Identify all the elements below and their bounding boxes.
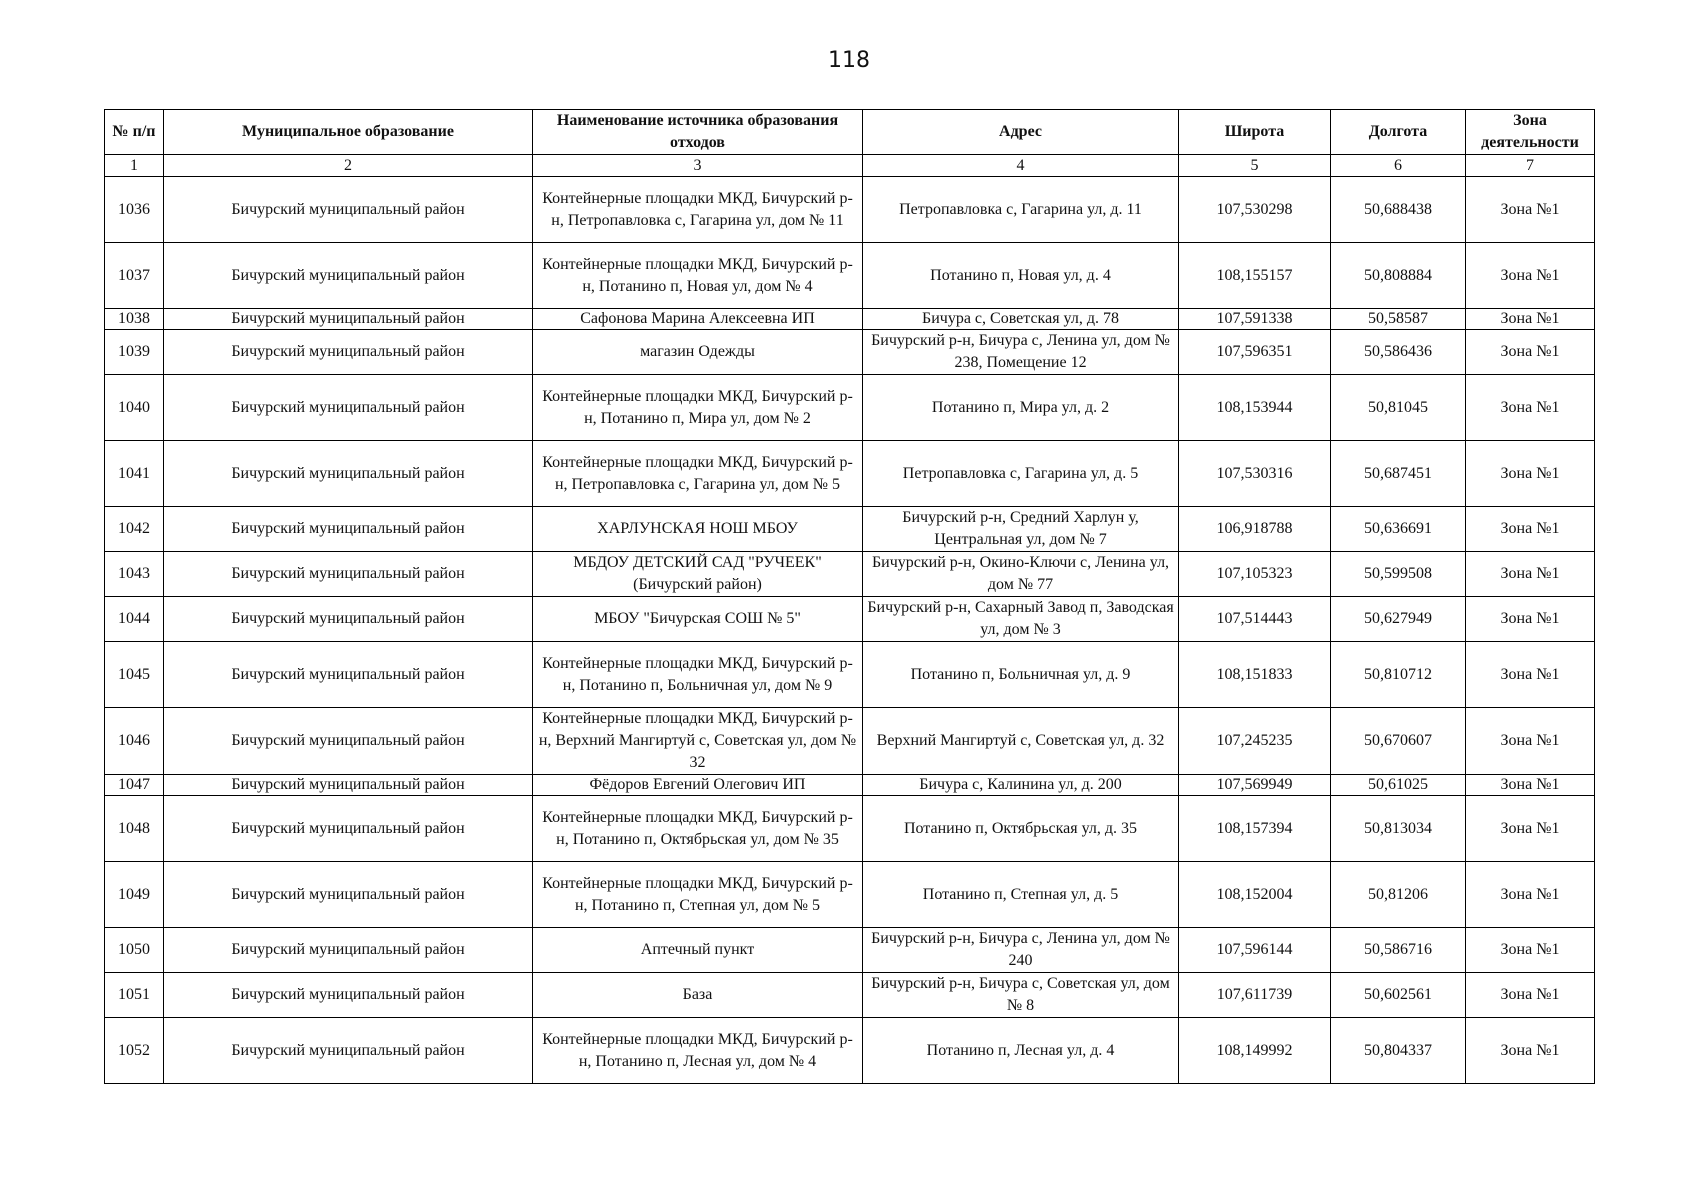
cell-zone: Зона №1 xyxy=(1466,708,1595,775)
cell-address: Бичура с, Калинина ул, д. 200 xyxy=(863,775,1179,796)
cell-longitude: 50,670607 xyxy=(1331,708,1466,775)
table-row xyxy=(105,597,1595,642)
cell-zone: Зона №1 xyxy=(1466,796,1595,862)
cell-address: Бичура с, Советская ул, д. 78 xyxy=(863,309,1179,330)
cell-latitude: 107,591338 xyxy=(1179,309,1331,330)
cell-latitude: 107,105323 xyxy=(1179,552,1331,597)
cell-address: Бичурский р-н, Окино-Ключи с, Ленина ул, дом № 77 xyxy=(863,552,1179,597)
cell-longitude: 50,636691 xyxy=(1331,507,1466,552)
cell-zone: Зона №1 xyxy=(1466,973,1595,1018)
table-row xyxy=(105,862,1595,928)
table-row xyxy=(105,775,1595,796)
cell-longitude: 50,586716 xyxy=(1331,928,1466,973)
cell-latitude: 108,152004 xyxy=(1179,862,1331,928)
cell-zone: Зона №1 xyxy=(1466,507,1595,552)
cell-number: 1049 xyxy=(105,862,164,928)
cell-municipality: Бичурский муниципальный район xyxy=(164,507,533,552)
cell-number: 1039 xyxy=(105,330,164,375)
column-number: 6 xyxy=(1331,155,1466,177)
cell-address: Бичурский р-н, Средний Харлун у, Центральная ул, дом № 7 xyxy=(863,507,1179,552)
cell-source: Контейнерные площадки МКД, Бичурский р-н, Потанино п, Лесная ул, дом № 4 xyxy=(533,1018,863,1084)
cell-source: База xyxy=(533,973,863,1018)
cell-source: Контейнерные площадки МКД, Бичурский р-н, Потанино п, Новая ул, дом № 4 xyxy=(533,243,863,309)
cell-municipality: Бичурский муниципальный район xyxy=(164,642,533,708)
column-number: 5 xyxy=(1179,155,1331,177)
cell-number: 1040 xyxy=(105,375,164,441)
cell-address: Бичурский р-н, Бичура с, Ленина ул, дом № 238, Помещение 12 xyxy=(863,330,1179,375)
waste-sources-table xyxy=(104,109,1595,1084)
column-number: 2 xyxy=(164,155,533,177)
cell-longitude: 50,687451 xyxy=(1331,441,1466,507)
cell-zone: Зона №1 xyxy=(1466,1018,1595,1084)
cell-longitude: 50,58587 xyxy=(1331,309,1466,330)
cell-municipality: Бичурский муниципальный район xyxy=(164,597,533,642)
cell-source: МБОУ "Бичурская СОШ № 5" xyxy=(533,597,863,642)
cell-zone: Зона №1 xyxy=(1466,177,1595,243)
table-row xyxy=(105,796,1595,862)
cell-address: Потанино п, Октябрьская ул, д. 35 xyxy=(863,796,1179,862)
cell-zone: Зона №1 xyxy=(1466,642,1595,708)
cell-source: Контейнерные площадки МКД, Бичурский р-н, Потанино п, Мира ул, дом № 2 xyxy=(533,375,863,441)
cell-longitude: 50,602561 xyxy=(1331,973,1466,1018)
header-source: Наименование источника образования отходов xyxy=(533,110,863,155)
table-row xyxy=(105,973,1595,1018)
cell-longitude: 50,586436 xyxy=(1331,330,1466,375)
cell-source: Контейнерные площадки МКД, Бичурский р-н, Петропавловка с, Гагарина ул, дом № 5 xyxy=(533,441,863,507)
cell-address: Бичурский р-н, Бичура с, Ленина ул, дом № 240 xyxy=(863,928,1179,973)
cell-source: Фёдоров Евгений Олегович ИП xyxy=(533,775,863,796)
cell-latitude: 107,530298 xyxy=(1179,177,1331,243)
cell-zone: Зона №1 xyxy=(1466,775,1595,796)
cell-municipality: Бичурский муниципальный район xyxy=(164,775,533,796)
cell-number: 1047 xyxy=(105,775,164,796)
cell-municipality: Бичурский муниципальный район xyxy=(164,375,533,441)
cell-number: 1038 xyxy=(105,309,164,330)
cell-address: Петропавловка с, Гагарина ул, д. 5 xyxy=(863,441,1179,507)
cell-source: Контейнерные площадки МКД, Бичурский р-н, Потанино п, Степная ул, дом № 5 xyxy=(533,862,863,928)
cell-latitude: 107,596144 xyxy=(1179,928,1331,973)
cell-municipality: Бичурский муниципальный район xyxy=(164,441,533,507)
column-number: 7 xyxy=(1466,155,1595,177)
cell-zone: Зона №1 xyxy=(1466,928,1595,973)
cell-latitude: 107,596351 xyxy=(1179,330,1331,375)
table-row xyxy=(105,552,1595,597)
column-number: 4 xyxy=(863,155,1179,177)
cell-longitude: 50,627949 xyxy=(1331,597,1466,642)
cell-zone: Зона №1 xyxy=(1466,375,1595,441)
cell-number: 1037 xyxy=(105,243,164,309)
cell-latitude: 107,530316 xyxy=(1179,441,1331,507)
cell-source: ХАРЛУНСКАЯ НОШ МБОУ xyxy=(533,507,863,552)
cell-latitude: 108,155157 xyxy=(1179,243,1331,309)
cell-municipality: Бичурский муниципальный район xyxy=(164,708,533,775)
cell-number: 1052 xyxy=(105,1018,164,1084)
cell-number: 1036 xyxy=(105,177,164,243)
cell-latitude: 108,153944 xyxy=(1179,375,1331,441)
cell-zone: Зона №1 xyxy=(1466,597,1595,642)
cell-municipality: Бичурский муниципальный район xyxy=(164,928,533,973)
cell-address: Потанино п, Степная ул, д. 5 xyxy=(863,862,1179,928)
table-row xyxy=(105,441,1595,507)
cell-zone: Зона №1 xyxy=(1466,330,1595,375)
cell-longitude: 50,688438 xyxy=(1331,177,1466,243)
table-row xyxy=(105,375,1595,441)
cell-number: 1042 xyxy=(105,507,164,552)
header-row xyxy=(105,110,1595,155)
page-number: 118 xyxy=(828,48,870,73)
cell-municipality: Бичурский муниципальный район xyxy=(164,552,533,597)
header-zone: Зона деятельности xyxy=(1466,110,1595,155)
cell-address: Верхний Мангиртуй с, Советская ул, д. 32 xyxy=(863,708,1179,775)
cell-latitude: 107,569949 xyxy=(1179,775,1331,796)
cell-longitude: 50,81045 xyxy=(1331,375,1466,441)
cell-address: Петропавловка с, Гагарина ул, д. 11 xyxy=(863,177,1179,243)
cell-source: Контейнерные площадки МКД, Бичурский р-н, Потанино п, Больничная ул, дом № 9 xyxy=(533,642,863,708)
column-number: 3 xyxy=(533,155,863,177)
header-latitude: Широта xyxy=(1179,110,1331,155)
cell-municipality: Бичурский муниципальный район xyxy=(164,973,533,1018)
cell-address: Бичурский р-н, Сахарный Завод п, Заводская ул, дом № 3 xyxy=(863,597,1179,642)
header-municipality: Муниципальное образование xyxy=(164,110,533,155)
column-number: 1 xyxy=(105,155,164,177)
cell-number: 1051 xyxy=(105,973,164,1018)
cell-source: МБДОУ ДЕТСКИЙ САД "РУЧЕЕК" (Бичурский район) xyxy=(533,552,863,597)
cell-number: 1045 xyxy=(105,642,164,708)
cell-longitude: 50,61025 xyxy=(1331,775,1466,796)
cell-municipality: Бичурский муниципальный район xyxy=(164,177,533,243)
cell-source: Сафонова Марина Алексеевна ИП xyxy=(533,309,863,330)
cell-number: 1046 xyxy=(105,708,164,775)
cell-address: Потанино п, Лесная ул, д. 4 xyxy=(863,1018,1179,1084)
cell-longitude: 50,804337 xyxy=(1331,1018,1466,1084)
cell-zone: Зона №1 xyxy=(1466,309,1595,330)
table-row xyxy=(105,928,1595,973)
cell-latitude: 107,611739 xyxy=(1179,973,1331,1018)
cell-zone: Зона №1 xyxy=(1466,243,1595,309)
cell-number: 1048 xyxy=(105,796,164,862)
cell-municipality: Бичурский муниципальный район xyxy=(164,330,533,375)
cell-source: Контейнерные площадки МКД, Бичурский р-н, Петропавловка с, Гагарина ул, дом № 11 xyxy=(533,177,863,243)
table-row xyxy=(105,177,1595,243)
header-number: № п/п xyxy=(105,110,164,155)
cell-latitude: 108,149992 xyxy=(1179,1018,1331,1084)
cell-municipality: Бичурский муниципальный район xyxy=(164,862,533,928)
table-row xyxy=(105,309,1595,330)
cell-number: 1041 xyxy=(105,441,164,507)
cell-latitude: 106,918788 xyxy=(1179,507,1331,552)
cell-source: Контейнерные площадки МКД, Бичурский р-н, Верхний Мангиртуй с, Советская ул, дом № 32 xyxy=(533,708,863,775)
cell-latitude: 108,157394 xyxy=(1179,796,1331,862)
cell-longitude: 50,813034 xyxy=(1331,796,1466,862)
cell-number: 1043 xyxy=(105,552,164,597)
cell-number: 1044 xyxy=(105,597,164,642)
cell-latitude: 108,151833 xyxy=(1179,642,1331,708)
header-address: Адрес xyxy=(863,110,1179,155)
table-row xyxy=(105,708,1595,775)
cell-municipality: Бичурский муниципальный район xyxy=(164,243,533,309)
column-numbers-row xyxy=(105,155,1595,177)
cell-longitude: 50,808884 xyxy=(1331,243,1466,309)
cell-number: 1050 xyxy=(105,928,164,973)
table-row xyxy=(105,642,1595,708)
cell-longitude: 50,81206 xyxy=(1331,862,1466,928)
table-row xyxy=(105,330,1595,375)
cell-zone: Зона №1 xyxy=(1466,552,1595,597)
table-row xyxy=(105,1018,1595,1084)
cell-zone: Зона №1 xyxy=(1466,441,1595,507)
cell-source: магазин Одежды xyxy=(533,330,863,375)
table-row xyxy=(105,243,1595,309)
cell-longitude: 50,599508 xyxy=(1331,552,1466,597)
cell-zone: Зона №1 xyxy=(1466,862,1595,928)
cell-municipality: Бичурский муниципальный район xyxy=(164,309,533,330)
cell-latitude: 107,514443 xyxy=(1179,597,1331,642)
cell-source: Аптечный пункт xyxy=(533,928,863,973)
cell-longitude: 50,810712 xyxy=(1331,642,1466,708)
cell-address: Потанино п, Больничная ул, д. 9 xyxy=(863,642,1179,708)
cell-address: Бичурский р-н, Бичура с, Советская ул, дом № 8 xyxy=(863,973,1179,1018)
cell-address: Потанино п, Мира ул, д. 2 xyxy=(863,375,1179,441)
cell-source: Контейнерные площадки МКД, Бичурский р-н, Потанино п, Октябрьская ул, дом № 35 xyxy=(533,796,863,862)
cell-address: Потанино п, Новая ул, д. 4 xyxy=(863,243,1179,309)
cell-latitude: 107,245235 xyxy=(1179,708,1331,775)
cell-municipality: Бичурский муниципальный район xyxy=(164,1018,533,1084)
table-row xyxy=(105,507,1595,552)
header-longitude: Долгота xyxy=(1331,110,1466,155)
cell-municipality: Бичурский муниципальный район xyxy=(164,796,533,862)
